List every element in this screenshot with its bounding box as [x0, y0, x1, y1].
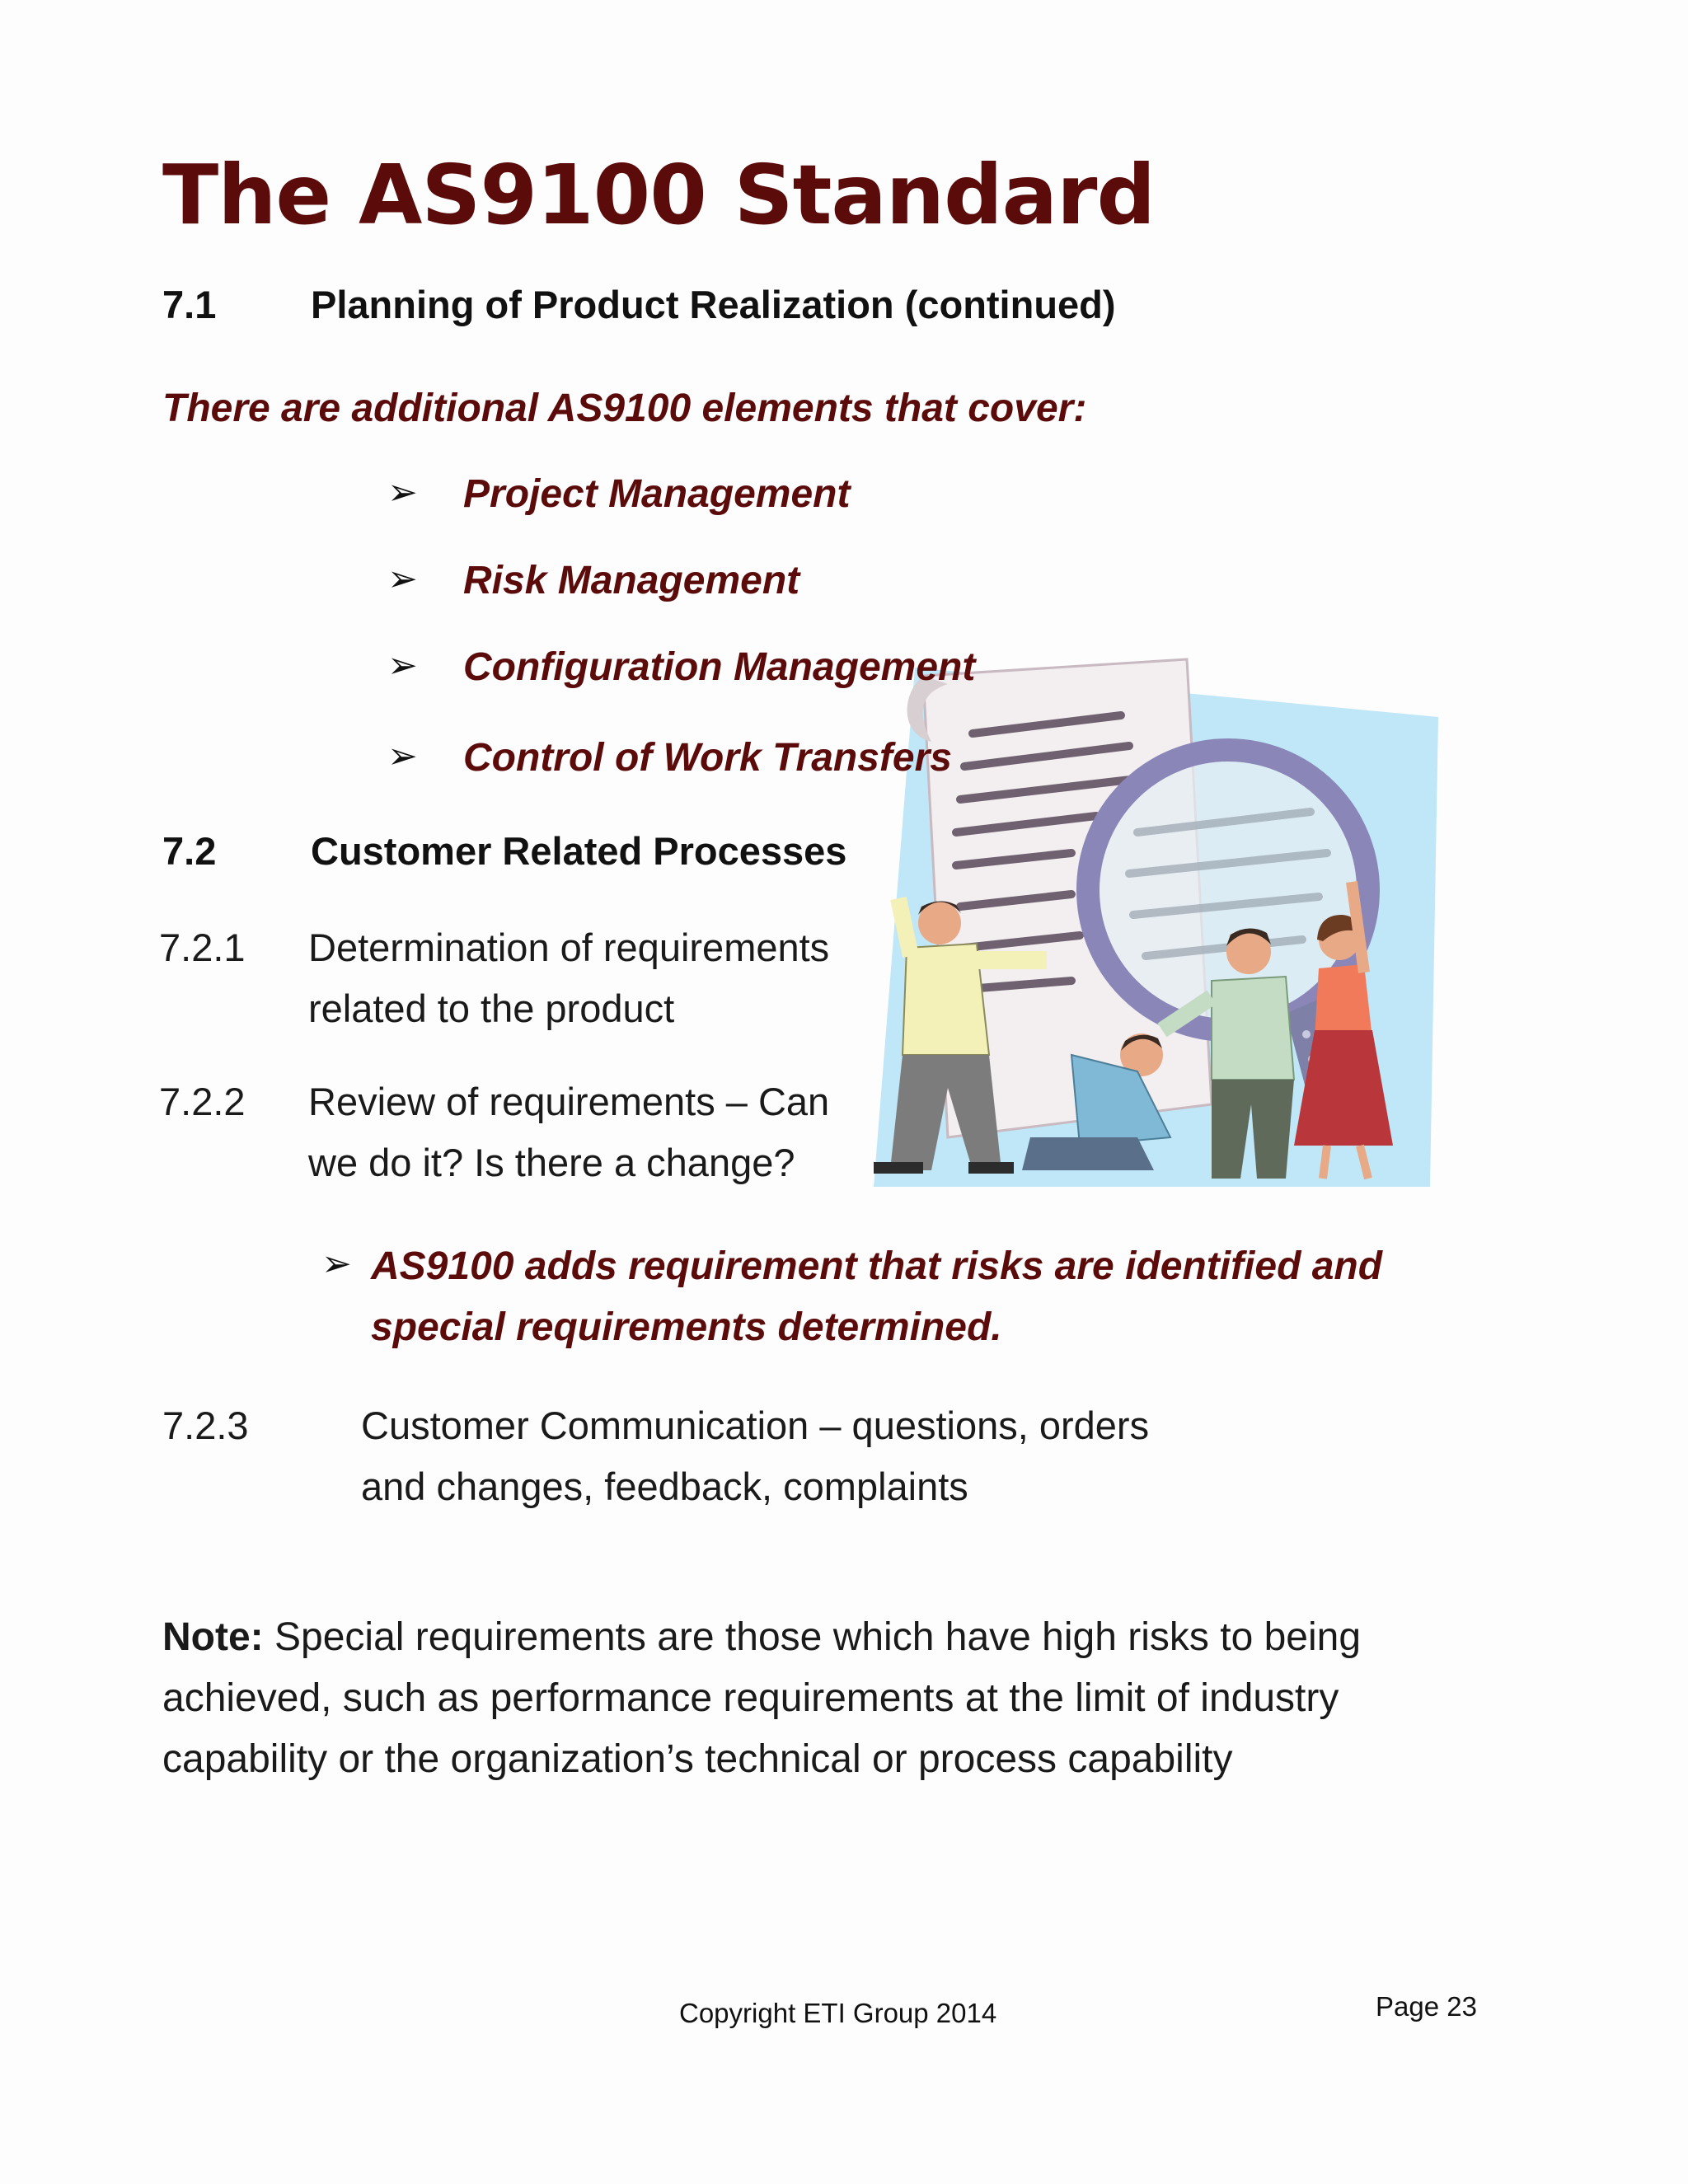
page-title: The AS9100 Standard: [162, 147, 1156, 243]
callout-text: [371, 1236, 1382, 1358]
subsection-line: Review of requirements – Can: [308, 1080, 830, 1123]
arrow-bullet-icon: ➢: [387, 736, 418, 776]
page-number: Page 23: [1376, 1991, 1477, 2022]
arrow-bullet-icon: ➢: [387, 472, 418, 513]
callout-line: special requirements determined.: [371, 1305, 1002, 1349]
subsection-number: 7.2.3: [162, 1404, 249, 1447]
subsection-line: Determination of requirements: [308, 926, 830, 969]
note-label: Note:: [162, 1615, 264, 1659]
bullet-item: Project Management: [463, 472, 851, 516]
footer-copyright: Copyright ETI Group 2014: [679, 1998, 997, 2028]
arrow-bullet-icon: ➢: [387, 559, 418, 599]
arrow-bullet-icon: ➢: [321, 1244, 352, 1284]
intro-text: There are additional AS9100 elements that cover:: [162, 387, 1087, 430]
bullet-item: Risk Management: [463, 559, 800, 602]
section-heading-7-2: Customer Related Processes: [311, 829, 847, 873]
section-number-7-1: 7.1: [162, 283, 217, 326]
subsection-number: 7.2.2: [159, 1080, 246, 1123]
subsection-number: 7.2.1: [159, 926, 246, 969]
subsection-text: [361, 1395, 1350, 1517]
subsection-text: [308, 1071, 885, 1193]
note-paragraph: [162, 1607, 1448, 1790]
callout-line: AS9100 adds requirement that risks are identified and: [371, 1244, 1383, 1288]
clipart-illustration: [824, 643, 1451, 1203]
section-number-7-2: 7.2: [162, 829, 217, 873]
arrow-bullet-icon: ➢: [387, 645, 418, 686]
subsection-line: and changes, feedback, complaints: [361, 1465, 968, 1508]
section-heading-7-1: Planning of Product Realization (continued): [311, 283, 1116, 326]
bullet-item: Control of Work Transfers: [463, 736, 952, 780]
note-text: Special requirements are those which have high risks to being achieved, such as performance requirements at the limit of industry capability or the organization’s technical or process capability: [162, 1615, 1362, 1781]
subsection-line: we do it? Is there a change?: [308, 1141, 795, 1184]
subsection-text: [308, 917, 885, 1039]
bullet-item: Configuration Management: [463, 645, 976, 689]
subsection-line: Customer Communication – questions, orders: [361, 1404, 1150, 1447]
subsection-line: related to the product: [308, 987, 675, 1030]
